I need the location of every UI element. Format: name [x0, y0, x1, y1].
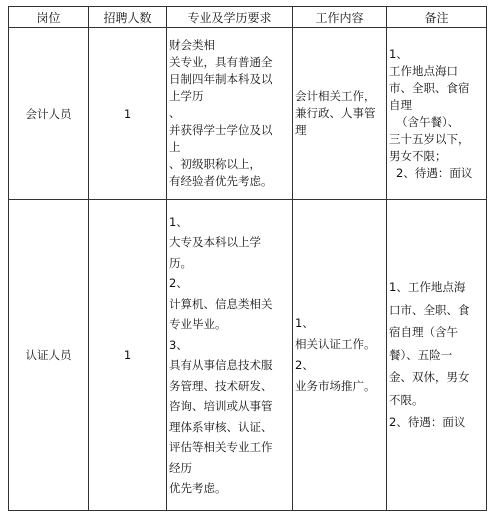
requirements-line: 上 — [169, 140, 181, 154]
duties-line: 业务市场推广。 — [295, 379, 376, 393]
duties-line: 相关认证工作。 — [295, 337, 376, 351]
notes-line: 餐）、五险一 — [389, 347, 453, 362]
requirements-line: 经历 — [169, 460, 192, 475]
requirements-line: 2、 — [169, 276, 188, 290]
requirements-line: 日制四年制本科及以 — [169, 72, 273, 86]
requirements-cell — [167, 28, 293, 200]
header-duties: 工作内容 — [293, 7, 387, 28]
notes-line: （含午餐）、 — [396, 114, 460, 129]
notes-line: 男女不限； — [389, 148, 447, 163]
requirements-line: 关专业，具有普通全 — [169, 55, 273, 69]
requirements-line: 3、 — [169, 337, 188, 352]
requirements-line: 上学历 — [169, 89, 204, 103]
notes-line: 2、待遇：面议 — [389, 415, 466, 430]
requirements-line: 历。 — [169, 255, 192, 270]
position-cell: 会计人员 — [9, 28, 89, 200]
requirements-line: 财会类相 — [169, 38, 215, 52]
duties-cell — [293, 28, 387, 200]
requirements-line: 大专及本科以上学 — [169, 235, 261, 249]
duties-line: 兼行政、人事管 — [295, 106, 376, 120]
duties-cell — [293, 200, 387, 511]
notes-line: 2、待遇：面议 — [396, 165, 473, 180]
count-cell: 1 — [89, 28, 167, 200]
requirements-line: 有经验者优先考虑。 — [169, 174, 273, 188]
requirements-line: 咨询、培训或从事管 — [169, 399, 273, 413]
table-row — [9, 200, 487, 511]
header-position: 岗位 — [9, 7, 89, 28]
requirements-cell — [167, 200, 293, 511]
notes-line: 自理 — [389, 97, 412, 112]
duties-line: 理 — [295, 123, 307, 137]
notes-line: 市、全职、食宿 — [389, 80, 470, 95]
duties-line: 2、 — [295, 358, 314, 372]
requirements-line: 务管理、技术研发、 — [169, 378, 273, 393]
notes-line: 口市、全职、食 — [389, 302, 470, 317]
requirements-line: 评估等相关专业工作 — [169, 440, 273, 454]
requirements-line: 并获得学士学位及以 — [169, 123, 273, 137]
notes-line: 三十五岁以下， — [389, 131, 470, 146]
notes-line: 1、 — [389, 46, 408, 61]
notes-line: 金、双休，男女 — [389, 370, 470, 385]
header-requirements: 专业及学历要求 — [167, 7, 293, 28]
duties-line: 会计相关工作， — [295, 89, 376, 103]
notes-line: 不限。 — [389, 392, 424, 407]
notes-cell — [387, 200, 487, 511]
requirements-line: 优先考虑。 — [169, 481, 227, 495]
requirements-line: 专业毕业。 — [169, 317, 227, 331]
count-cell: 1 — [89, 200, 167, 511]
notes-line: 1、工作地点海 — [389, 280, 466, 295]
notes-cell — [387, 28, 487, 200]
requirements-line: 具有从事信息技术服 — [169, 358, 273, 372]
requirements-line: 理体系审核、认证、 — [169, 419, 273, 434]
notes-line: 宿自理（含午 — [389, 325, 458, 340]
table-row — [9, 28, 487, 200]
header-notes: 备注 — [387, 7, 487, 28]
recruitment-table — [8, 6, 487, 511]
requirements-line: 、 — [169, 106, 181, 120]
position-cell: 认证人员 — [9, 200, 89, 511]
requirements-line: 、初级职称以上， — [169, 157, 261, 171]
table-header-row — [9, 7, 487, 28]
duties-line: 1、 — [295, 316, 314, 330]
notes-line: 工作地点海口 — [389, 63, 458, 78]
requirements-line: 1、 — [169, 214, 188, 229]
requirements-line: 计算机、信息类相关 — [169, 296, 273, 311]
header-count: 招聘人数 — [89, 7, 167, 28]
